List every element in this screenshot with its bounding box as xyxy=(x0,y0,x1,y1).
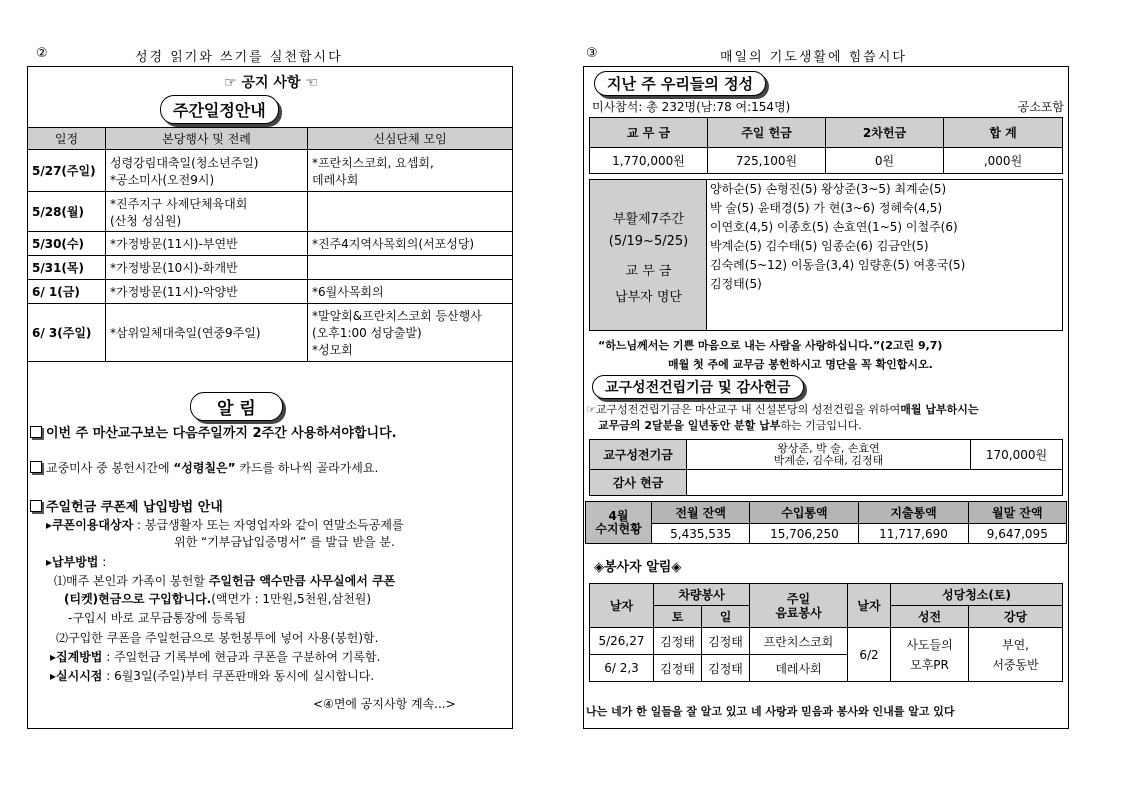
thanks-label: 감사 현금 xyxy=(590,470,687,496)
finance-value: 11,717,690 xyxy=(859,524,968,544)
pay-method xyxy=(46,553,106,570)
checkbox-icon xyxy=(30,461,42,473)
row-date: 5/30(수) xyxy=(28,232,106,256)
donor-line: 박계순(5) 김수태(5) 임종순(6) 김금안(5) xyxy=(710,239,929,253)
finance-table xyxy=(585,501,1067,544)
vol-header-sun: 일 xyxy=(702,606,750,628)
build-desc2-a: 교무금의 2달분을 일년동안 분할 납부 xyxy=(598,419,781,432)
coupon-target-text: : 봉급생활자 또는 자영업자와 같이 연말소득공제를 xyxy=(133,518,404,532)
build-names-2: 박계순, 김수태, 김정태 xyxy=(773,453,884,467)
page-number: ② xyxy=(36,46,48,61)
volunteer-table xyxy=(589,583,1063,682)
col-header-group: 신심단체 모임 xyxy=(308,128,513,150)
donor-line: 이연호(4,5) 이종호(5) 손효연(1~5) 이철주(6) xyxy=(710,220,958,234)
collect-method xyxy=(50,648,380,665)
row-group xyxy=(308,192,513,232)
left-panel xyxy=(27,66,513,729)
build-table xyxy=(589,439,1063,496)
table-row xyxy=(28,256,513,280)
coupon-target xyxy=(46,516,404,533)
table-row xyxy=(590,628,1063,655)
money-value: ,000원 xyxy=(944,148,1063,174)
build-label: 교구성전기금 xyxy=(590,440,687,470)
offer-title: 지난 주 우리들의 정성 xyxy=(594,71,766,96)
notice-title: ☞ 공지 사항 ☜ xyxy=(224,75,318,91)
pay-colon: : xyxy=(98,555,107,569)
vol-sat: 김정태 xyxy=(654,628,702,655)
table-row xyxy=(28,304,513,362)
alim-line-1 xyxy=(30,422,397,441)
money-value: 1,770,000원 xyxy=(590,148,708,174)
quote-2: 매월 첫 주에 교무금 봉헌하시고 명단을 꼭 확인합시오. xyxy=(668,358,933,371)
col-header-date: 일정 xyxy=(28,128,106,150)
vol-sat: 김정태 xyxy=(654,655,702,682)
donor-label-line: 부활제7주간 xyxy=(612,212,685,227)
vol-date: 6/ 2,3 xyxy=(590,655,654,682)
vol-header-sat: 토 xyxy=(654,606,702,628)
row-group: *프란치스코회, 요셉회, 데레사회 xyxy=(308,150,513,192)
page-header: 매일의 기도생활에 힘씁시다 xyxy=(720,50,907,65)
vol-drink: 프란치스코회 xyxy=(750,628,848,655)
row-parish: *가정방문(11시)-악양반 xyxy=(106,280,308,304)
finance-label-1: 4월 xyxy=(608,508,629,523)
money-table xyxy=(589,117,1063,174)
start-text: : 6월3일(주일)부터 쿠폰판매와 동시에 실시합니다. xyxy=(102,669,375,683)
row-date: 5/28(월) xyxy=(28,192,106,232)
schedule-title: 주간일정안내 xyxy=(160,95,279,124)
pay1-c: (티켓)현금으로 구입합니다. xyxy=(64,592,212,606)
vol-header-date: 날자 xyxy=(590,584,654,628)
build-names-1: 왕상준, 박 술, 손효연 xyxy=(777,441,880,455)
row-date: 5/31(목) xyxy=(28,256,106,280)
donor-label-line: 교 무 금 xyxy=(625,264,672,279)
finance-header: 월말 잔액 xyxy=(968,502,1066,524)
finance-header: 지출통액 xyxy=(859,502,968,524)
finance-label-2: 수지현황 xyxy=(595,521,642,536)
page-number: ③ xyxy=(586,46,598,61)
checkbox-icon xyxy=(30,426,42,438)
row-parish: *진주지구 사제단체육대회 (산청 성심원) xyxy=(106,192,308,232)
collect-label: ▸집계방법 xyxy=(50,650,103,664)
vol-drink: 데레사회 xyxy=(750,655,848,682)
vol-header-date2: 날자 xyxy=(848,584,891,628)
money-value: 0원 xyxy=(826,148,944,174)
start-date xyxy=(50,667,374,684)
table-row xyxy=(28,192,513,232)
vol-header-drink-2: 음료봉사 xyxy=(775,605,822,620)
row-parish: *삼위일체대축일(연중9주일) xyxy=(106,304,308,362)
collect-text: : 주일헌금 기록부에 현금과 쿠폰을 구분하여 기록함. xyxy=(102,650,381,664)
pay1-d: (액면가 : 1만원,5천원,삼천원) xyxy=(211,592,372,606)
volunteer-title: ◈봉사자 알림◈ xyxy=(594,560,682,575)
alim-line-2 xyxy=(30,459,378,476)
checkbox-icon xyxy=(30,500,42,512)
build-amount: 170,000원 xyxy=(971,440,1063,470)
build-title: 교구성전건립기금 및 감사헌금 xyxy=(592,375,804,399)
money-header: 교 무 금 xyxy=(590,118,708,148)
money-value: 725,100원 xyxy=(708,148,826,174)
build-names xyxy=(687,440,971,470)
clean-altar-1: 사도들의 xyxy=(906,637,953,652)
right-panel xyxy=(583,66,1069,729)
donor-line: 김정태(5) xyxy=(710,277,762,291)
donor-box xyxy=(589,179,1063,331)
build-desc1-a: ☞교구성전건립기금은 마산교구 내 신설본당의 성전건립을 위하여 xyxy=(586,403,901,416)
alim2-c: 카드를 하나씩 골라가세요. xyxy=(235,461,379,475)
finance-header: 전월 잔액 xyxy=(652,502,750,524)
vol-sun: 김정태 xyxy=(702,655,750,682)
pay-step-1b xyxy=(64,590,371,607)
alim2-a: 교중미사 중 봉헌시간에 xyxy=(46,461,174,475)
col-header-parish: 본당행사 및 전례 xyxy=(106,128,308,150)
row-group xyxy=(308,256,513,280)
alim-text-1: 이번 주 마산교구보는 다음주일까지 2주간 사용하셔야합니다. xyxy=(46,426,397,441)
donor-line: 김숙례(5~12) 이동을(3,4) 임량훈(5) 여홍국(5) xyxy=(710,258,966,272)
pay-step-2: ⑵구입한 쿠폰을 주일헌금으로 봉헌봉투에 넣어 사용(봉헌)함. xyxy=(56,631,379,645)
row-group: *6월사목회의 xyxy=(308,280,513,304)
donor-line: 양하순(5) 손형진(5) 왕상준(3~5) 최계순(5) xyxy=(710,182,947,196)
row-date: 5/27(주일) xyxy=(28,150,106,192)
vol-header-hall: 강당 xyxy=(969,606,1063,628)
thanks-value xyxy=(687,470,1063,496)
continue-note: <④면에 공지사항 계속...> xyxy=(313,697,456,711)
table-row xyxy=(28,280,513,304)
row-parish: 성령강림대축일(청소년주일) *공소미사(오전9시) xyxy=(106,150,308,192)
clean-altar-2: 모후PR xyxy=(910,657,949,672)
coupon-title-text: 주일헌금 쿠폰제 납입방법 안내 xyxy=(46,500,223,515)
vol-header-drink-1: 주일 xyxy=(786,591,811,606)
money-header: 합 계 xyxy=(944,118,1063,148)
money-header: 2차헌금 xyxy=(826,118,944,148)
row-date: 6/ 1(금) xyxy=(28,280,106,304)
finance-header: 수입통액 xyxy=(750,502,859,524)
table-row xyxy=(28,232,513,256)
mass-note: 공소포함 xyxy=(1017,100,1064,114)
money-header: 주일 헌금 xyxy=(708,118,826,148)
donor-label-line: 납부자 명단 xyxy=(615,290,682,305)
alim2-b: “성령칠은” xyxy=(173,461,236,475)
start-label: ▸실시시점 xyxy=(50,669,103,683)
pay-label: ▸납부방법 xyxy=(46,555,99,569)
table-row xyxy=(28,150,513,192)
row-group: *말알회&프란치스코회 등산행사 (오후1:00 성당출발) *성모회 xyxy=(308,304,513,362)
pay1-a: ⑴매주 본인과 가족이 봉헌할 xyxy=(54,574,209,588)
pay-step-1 xyxy=(54,572,395,589)
clean-hall-1: 부연, xyxy=(1002,637,1029,652)
schedule-table xyxy=(27,127,513,362)
finance-value: 15,706,250 xyxy=(750,524,859,544)
row-parish: *가정방문(10시)-화개반 xyxy=(106,256,308,280)
vol-sun: 김정태 xyxy=(702,628,750,655)
pay1-b: 주일헌금 액수만큼 사무실에서 쿠폰 xyxy=(208,574,396,588)
vol-date: 5/26,27 xyxy=(590,628,654,655)
pay-step-1c: -구입시 바로 교무금통장에 등록됨 xyxy=(68,611,247,625)
coupon-target-2: 위한 “기부금납입증명서” 를 발급 받을 분. xyxy=(174,535,395,549)
finance-label xyxy=(586,502,652,544)
vol-header-altar: 성전 xyxy=(891,606,969,628)
donor-label xyxy=(590,180,707,330)
build-desc2-b: 하는 기금입니다. xyxy=(780,419,862,432)
clean-hall xyxy=(969,628,1063,682)
row-group: *진주4지역사목회의(서포성당) xyxy=(308,232,513,256)
build-desc-1 xyxy=(586,401,978,417)
vol-header-clean: 성당청소(토) xyxy=(891,584,1063,606)
clean-altar xyxy=(891,628,969,682)
alim-title: 알 림 xyxy=(190,392,283,421)
mass-attend: 미사참석: 총 232명(남:78 여:154명) xyxy=(592,100,791,114)
finance-value: 9,647,095 xyxy=(968,524,1066,544)
vol-header-drink xyxy=(750,584,848,628)
clean-hall-2: 서중동반 xyxy=(992,657,1039,672)
footer-verse: 나는 네가 한 일들을 잘 알고 있고 네 사랑과 믿음과 봉사와 인내를 알고 있다 xyxy=(586,705,955,718)
coupon-target-label: ▸쿠폰이용대상자 xyxy=(46,518,134,532)
donor-line: 박 술(5) 윤태경(5) 가 현(3~6) 정혜숙(4,5) xyxy=(710,201,943,215)
page-header: 성경 읽기와 쓰기를 실천합시다 xyxy=(135,50,343,65)
finance-value: 5,435,535 xyxy=(652,524,750,544)
row-date: 6/ 3(주일) xyxy=(28,304,106,362)
build-desc-2 xyxy=(598,417,862,433)
row-parish: *가정방문(11시)-부연반 xyxy=(106,232,308,256)
coupon-title xyxy=(30,496,223,515)
quote-1: “하느님께서는 기쁜 마음으로 내는 사람을 사랑하십니다.”(2고린 9,7) xyxy=(598,339,943,352)
clean-date: 6/2 xyxy=(848,628,891,682)
donor-label-line: (5/19~5/25) xyxy=(608,234,689,249)
vol-header-car: 차량봉사 xyxy=(654,584,750,606)
build-desc1-b: 매월 납부하시는 xyxy=(900,403,979,416)
